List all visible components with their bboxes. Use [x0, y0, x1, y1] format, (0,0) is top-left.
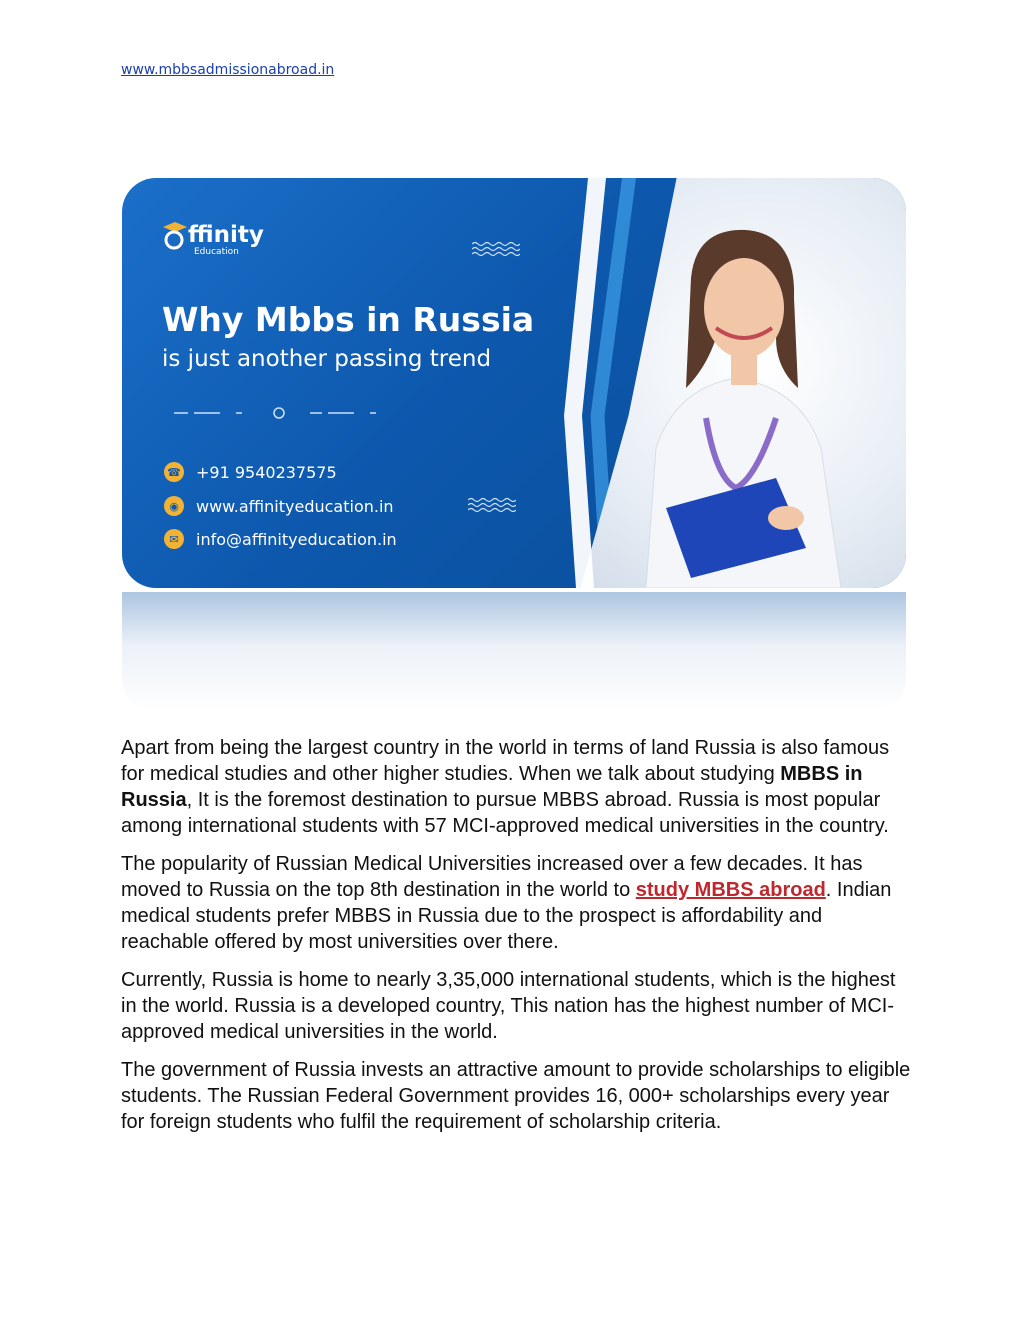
banner-subtitle: is just another passing trend — [162, 346, 492, 372]
article-body — [121, 735, 911, 1147]
logo-text: ffinity — [188, 222, 264, 248]
contact-website-text: www.affinityeducation.in — [196, 496, 394, 516]
graduation-cap-icon — [162, 220, 188, 250]
paragraph-3: Currently, Russia is home to nearly 3,35,000 international students, which is the highest in the world. Russia is a developed country, This nation has the highest number of MCI-approved medical universities in the world. — [121, 969, 896, 1043]
banner-title: Why Mbbs in Russia — [162, 300, 535, 339]
contact-phone-text: +91 9540237575 — [196, 462, 337, 482]
mail-icon: ✉ — [164, 529, 184, 549]
paragraph-1-text: Apart from being the largest country in the world in terms of land Russia is also famous for medical studies and other higher studies. When we talk about studying — [121, 737, 890, 785]
phone-icon: ☎ — [164, 462, 184, 482]
logo-subtitle: Education — [194, 247, 239, 257]
decorative-divider — [174, 406, 384, 420]
contact-phone[interactable] — [164, 462, 337, 482]
paragraph-4: The government of Russia invests an attractive amount to provide scholarships to eligible students. The Russian Federal Government provides 16, 000+ scholarships every year for foreign students who fulfil the requirement of scholarship criteria. — [121, 1059, 911, 1133]
wave-decoration-icon — [472, 240, 520, 258]
mbbs-in-russia-bold: MBBS in Russia — [121, 763, 863, 811]
affinity-logo — [162, 220, 264, 250]
paragraph-1 — [121, 735, 911, 839]
banner-reflection — [122, 592, 906, 712]
paragraph-2-text: The popularity of Russian Medical Universities increased over a few decades. It has moved to Russia on the top 8th destination in the world to — [121, 853, 863, 901]
contact-email[interactable] — [164, 529, 397, 549]
study-mbbs-abroad-link[interactable]: study MBBS abroad — [635, 879, 826, 901]
contact-website[interactable] — [164, 496, 394, 516]
contact-email-text: info@affinityeducation.in — [196, 529, 397, 549]
globe-icon: ◉ — [164, 496, 184, 516]
paragraph-2-text-end: . Indian medical students prefer MBBS in Russia due to the prospect is affordability and reachable offered by most universities over there. — [121, 879, 892, 953]
paragraph-1-text-end: , It is the foremost destination to pursue MBBS abroad. Russia is most popular among international students with 57 MCI-approved medical universities in the country. — [121, 789, 889, 837]
site-link[interactable]: www.mbbsadmissionabroad.in — [121, 62, 335, 78]
doctor-illustration — [606, 218, 866, 588]
paragraph-2 — [121, 851, 911, 955]
wave-decoration-icon — [468, 496, 516, 514]
hero-banner — [122, 178, 906, 588]
